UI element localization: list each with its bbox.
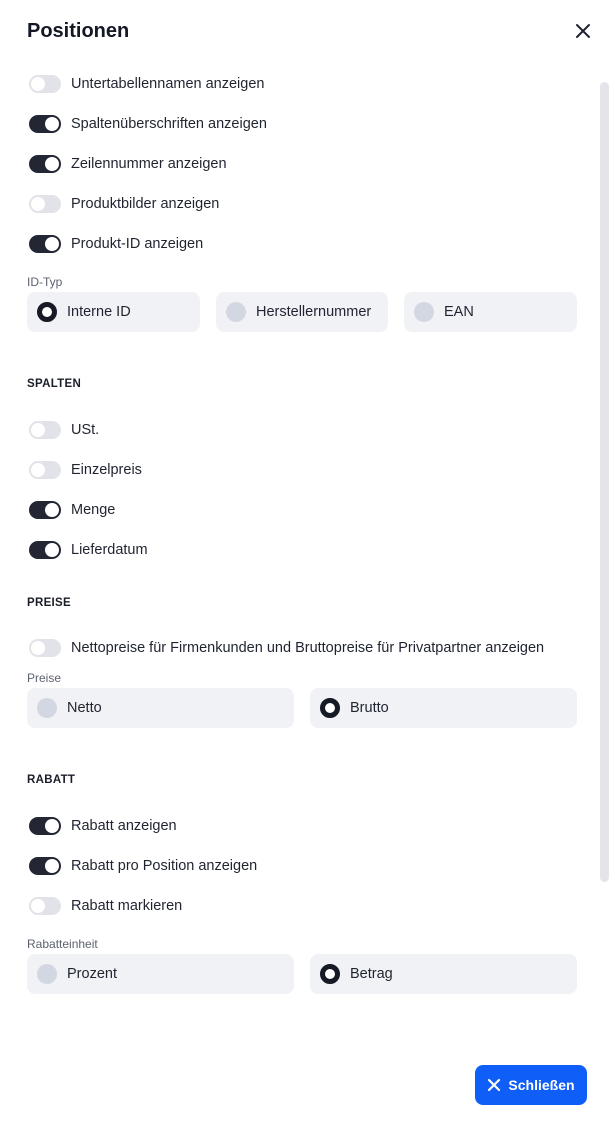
radio-indicator [414,302,434,322]
scrollbar[interactable] [600,82,609,882]
toggle-row-discount-per-position [29,855,257,877]
section-heading-discount: RABATT [27,774,76,786]
section-heading-columns: SPALTEN [27,378,82,390]
toggle-product-images[interactable] [29,195,61,213]
radio-label: Interne ID [67,304,131,320]
radio-indicator [37,698,57,718]
toggle-mark-discount[interactable] [29,897,61,915]
toggle-product-id[interactable] [29,235,61,253]
toggle-label: Rabatt markieren [71,898,183,914]
radio-option-net[interactable] [27,688,294,728]
close-icon [487,1078,501,1092]
toggle-row-delivery-date [29,539,148,561]
radio-option-gross[interactable] [310,688,577,728]
toggle-row-product-images [29,193,219,215]
toggle-row-net-gross-prices [29,637,544,659]
radio-label: EAN [444,304,474,320]
radio-label: Brutto [350,700,389,716]
toggle-label: Spaltenüberschriften anzeigen [71,116,267,132]
id-type-label: ID-Typ [27,275,63,289]
radio-indicator [320,964,340,984]
toggle-label: Produktbilder anzeigen [71,196,220,212]
radio-indicator [37,964,57,984]
radio-option-internal-id[interactable] [27,292,200,332]
toggle-quantity[interactable] [29,501,61,519]
toggle-column-headers[interactable] [29,115,61,133]
toggle-row-product-id [29,233,203,255]
toggle-label: Zeilennummer anzeigen [71,156,227,172]
toggle-label: Rabatt pro Position anzeigen [71,858,258,874]
toggle-show-discount[interactable] [29,817,61,835]
radio-label: Prozent [67,966,117,982]
toggle-label: Lieferdatum [71,542,148,558]
toggle-net-gross-prices[interactable] [29,639,61,657]
toggle-unit-price[interactable] [29,461,61,479]
radio-option-ean[interactable] [404,292,577,332]
radio-label: Herstellernummer [256,304,372,320]
close-button-label: Schließen [508,1077,575,1093]
toggle-label: Einzelpreis [71,462,142,478]
toggle-label: USt. [71,422,100,438]
dialog-title: Positionen [27,20,130,42]
radio-indicator [37,302,57,322]
toggle-row-line-number [29,153,227,175]
radio-label: Betrag [350,966,393,982]
prices-label: Preise [27,671,62,685]
toggle-delivery-date[interactable] [29,541,61,559]
close-icon[interactable] [571,19,595,43]
section-heading-prices: PREISE [27,597,71,609]
toggle-vat[interactable] [29,421,61,439]
toggle-discount-per-position[interactable] [29,857,61,875]
toggle-label: Untertabellennamen anzeigen [71,76,265,92]
close-button[interactable] [475,1065,587,1105]
radio-option-percent[interactable] [27,954,294,994]
toggle-line-number[interactable] [29,155,61,173]
toggle-row-mark-discount [29,895,182,917]
toggle-label: Nettopreise für Firmenkunden und Bruttopreise für Privatpartner anzeigen [71,640,545,656]
toggle-label: Produkt-ID anzeigen [71,236,204,252]
toggle-row-subtable-names [29,73,264,95]
toggle-row-vat [29,419,99,441]
radio-indicator [320,698,340,718]
toggle-row-quantity [29,499,115,521]
toggle-subtable-names[interactable] [29,75,61,93]
toggle-row-column-headers [29,113,267,135]
toggle-label: Menge [71,502,116,518]
radio-indicator [226,302,246,322]
radio-label: Netto [67,700,102,716]
toggle-label: Rabatt anzeigen [71,818,177,834]
toggle-row-unit-price [29,459,142,481]
radio-option-manufacturer-number[interactable] [216,292,388,332]
discount-unit-label: Rabatteinheit [27,937,98,951]
toggle-row-show-discount [29,815,177,837]
radio-option-amount[interactable] [310,954,577,994]
